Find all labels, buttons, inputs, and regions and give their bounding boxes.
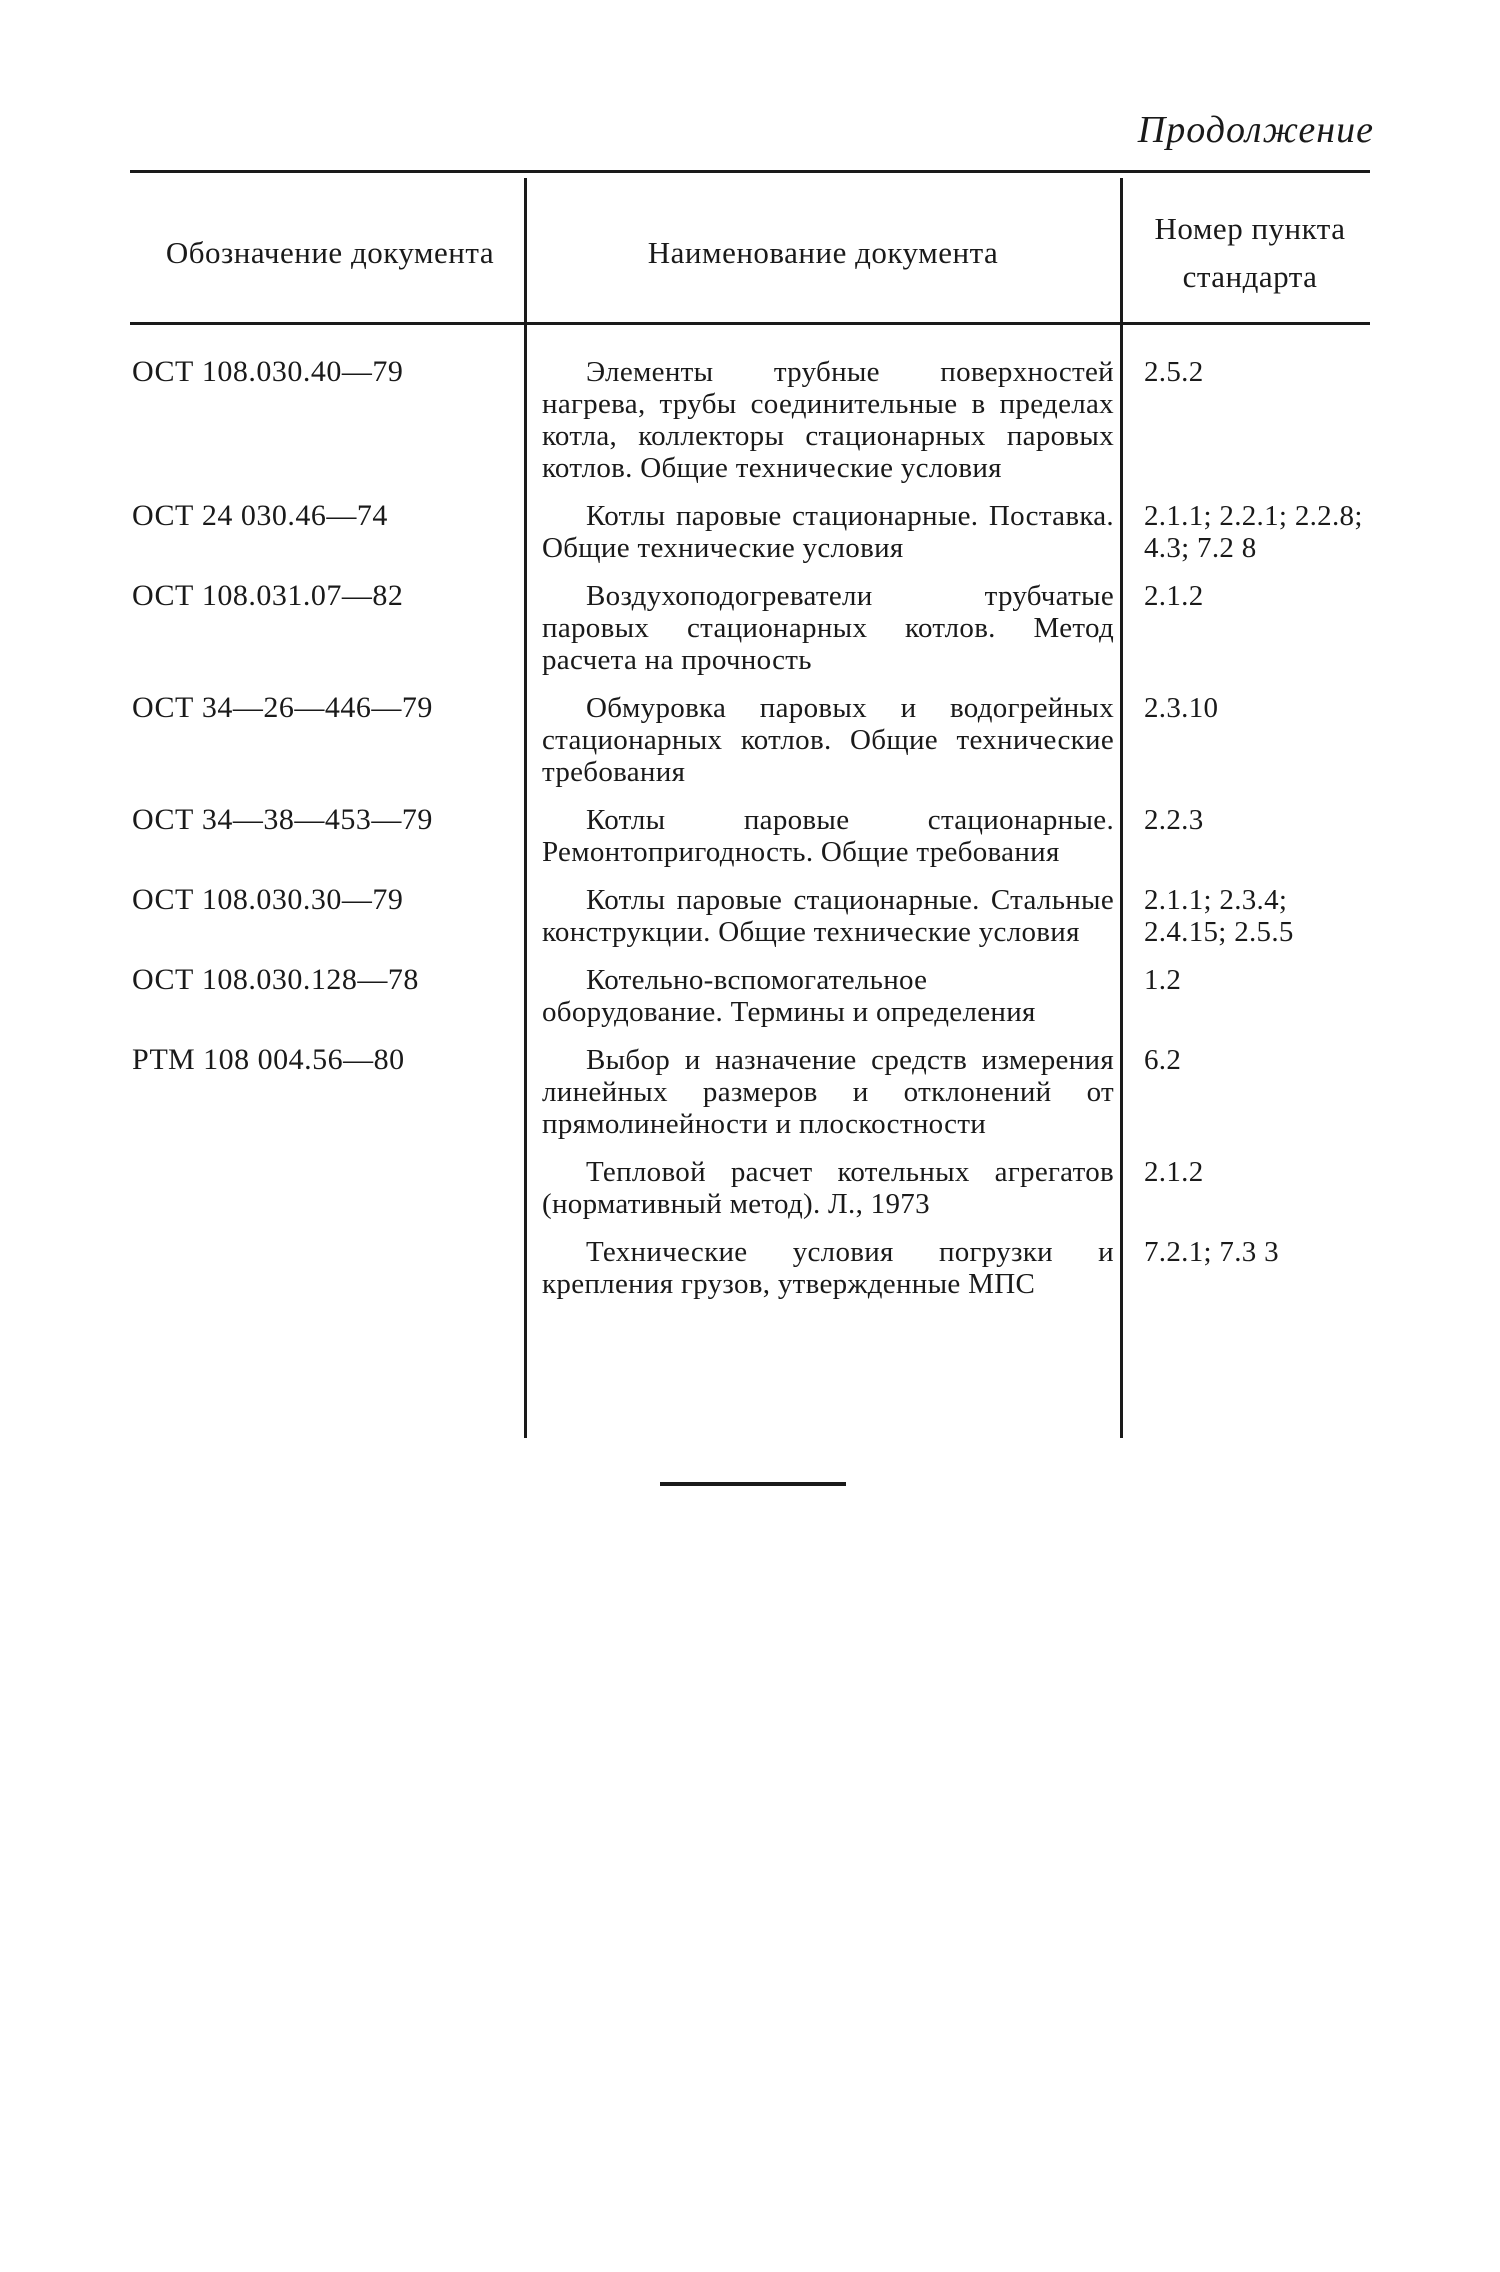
row-designation: ОСТ 108.030.30—79	[132, 883, 404, 916]
row-clause: 6.2	[1144, 1044, 1182, 1076]
row-clause: 2.1.2	[1144, 1156, 1204, 1188]
row-clause: 1.2	[1144, 964, 1182, 996]
header-designation	[150, 190, 510, 315]
row-document-name: Технические условия погрузки и крепления грузов, утвержденные МПС	[542, 1236, 1114, 1300]
table-row	[0, 580, 1500, 676]
table-top-rule	[130, 170, 1370, 173]
table-row	[0, 964, 1500, 1028]
continuation-label: Продолжение	[1137, 109, 1374, 151]
table-body	[0, 356, 1500, 1300]
header-designation-text: Обозначение документа	[165, 234, 495, 270]
row-designation: ОСТ 108.030.40—79	[132, 355, 404, 388]
row-document-name: Котлы паровые стационарные. Поставка. Общие технические условия	[542, 500, 1114, 564]
row-designation: ОСТ 108.031.07—82	[132, 579, 404, 612]
row-clause: 2.1.1; 2.2.1; 2.2.8; 4.3; 7.2 8	[1144, 500, 1363, 564]
header-document-name-text: Наименование документа	[647, 234, 999, 270]
header-document-name	[540, 190, 1106, 315]
table-row	[0, 500, 1500, 564]
row-document-name: Элементы трубные поверхностей нагрева, трубы соединительные в пределах котла, коллекторы стационарных паровых котлов. Общие технические условия	[542, 356, 1114, 484]
row-designation: ОСТ 34—38—453—79	[132, 803, 433, 836]
row-document-name: Воздухоподогреватели трубчатые паровых стационарных котлов. Метод расчета на прочность	[542, 580, 1114, 676]
row-document-name: Выбор и назначение средств измерения линейных размеров и отклонений от прямолинейности и плоскостности	[542, 1044, 1114, 1140]
row-document-name: Котлы паровые стационарные. Ремонтопригодность. Общие требования	[542, 804, 1114, 868]
table-row	[0, 692, 1500, 788]
table-row	[0, 356, 1500, 484]
row-clause: 2.1.1; 2.3.4; 2.4.15; 2.5.5	[1144, 884, 1294, 948]
table-row	[0, 804, 1500, 868]
row-designation: РТМ 108 004.56—80	[132, 1043, 405, 1076]
table-row	[0, 884, 1500, 948]
table-header-rule	[130, 322, 1370, 325]
row-designation: ОСТ 24 030.46—74	[132, 499, 388, 532]
row-document-name: Котлы паровые стационарные. Стальные конструкции. Общие технические условия	[542, 884, 1114, 948]
row-designation	[0, 1236, 392, 1300]
row-document-name: Тепловой расчет котельных агрегатов (нормативный метод). Л., 1973	[542, 1156, 1114, 1220]
row-clause: 2.3.10	[1144, 692, 1219, 724]
table-row	[0, 1236, 1500, 1300]
row-clause: 2.5.2	[1144, 356, 1204, 388]
row-document-name: Обмуровка паровых и водогрейных стационарных котлов. Общие технические требования	[542, 692, 1114, 788]
header-clause-number-text: Номер пункта стандарта	[1154, 210, 1346, 294]
row-clause: 2.2.3	[1144, 804, 1204, 836]
row-clause: 2.1.2	[1144, 580, 1204, 612]
table-row	[0, 1044, 1500, 1140]
end-rule	[660, 1482, 846, 1486]
row-designation: ОСТ 34—26—446—79	[132, 691, 433, 724]
row-clause: 7.2.1; 7.3 3	[1144, 1236, 1279, 1268]
row-document-name: Котельно-вспомогательное оборудование. Термины и определения	[542, 964, 1036, 1028]
row-designation	[0, 1156, 392, 1220]
header-clause-number	[1130, 190, 1370, 315]
table-row	[0, 1156, 1500, 1220]
row-designation: ОСТ 108.030.128—78	[132, 963, 419, 996]
